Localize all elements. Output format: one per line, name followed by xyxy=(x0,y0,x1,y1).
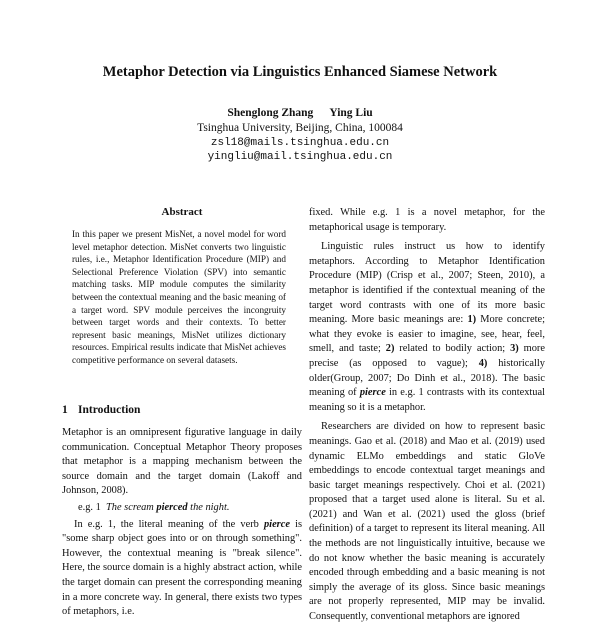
section-number: 1 xyxy=(62,404,68,416)
example-sentence xyxy=(62,501,302,516)
text-run: related to bodily action; xyxy=(394,343,511,355)
text-run: is "some sharp object goes into or on through something". However, the contextual meaning is "break silence". Here, the source domain is a highly abstract action, while the target domain can present the corresponding meaning in a more concrete way. In general, there exists two types of metaphors, i.e. xyxy=(62,518,302,618)
list-marker: 4) xyxy=(478,357,488,369)
email-address: zsl18@mails.tsinghua.edu.cn xyxy=(210,137,390,149)
text-run: In e.g. 1, the literal meaning of the verb xyxy=(74,518,264,530)
right-body xyxy=(309,206,545,625)
paragraph xyxy=(62,518,302,620)
list-marker: 2) xyxy=(385,343,395,355)
section-title: Introduction xyxy=(78,404,141,416)
example-text: The scream xyxy=(106,501,157,513)
paper-title: Metaphor Detection via Linguistics Enhanced Siamese Network xyxy=(102,64,498,80)
text-run: historically older(Group, 2007; Do Dinh et al., 2018). The basic meaning of xyxy=(309,357,545,399)
text-run: More concrete; what they evoke is easier to imagine, see, hear, feel, smell, and taste; xyxy=(309,314,545,355)
author-list xyxy=(0,107,600,119)
paragraph xyxy=(309,240,545,415)
author-name: Ying Liu xyxy=(329,107,373,119)
section-heading xyxy=(62,403,140,418)
abstract-text: In this paper we present MisNet, a novel model for word level metaphor detection. MisNet converts two linguistic rules, i.e., Metaphor Identification Procedure (MIP) and Selectional Preference Violation (SPV) into semantic matching tasks. MIP module computes the similarity between the contextual meaning and the basic meaning of a target word. SPV module perceives the incongruity between target words and their contexts. To better represent basic meanings, MisNet utilizes dictionary resources. Empirical results indicate that MisNet achieves competitive performance on several datasets. xyxy=(72,229,286,365)
paragraph: Metaphor is an omnipresent figurative language in daily communication. Conceptual Metaphor Theory proposes that metaphor is a mapping mechanism between the source domain and the target domain (Lakoff and Johnson, 2008). xyxy=(62,427,302,497)
example-text: the night. xyxy=(187,501,230,513)
example-label: e.g. 1 xyxy=(78,501,101,513)
list-marker: 3) xyxy=(510,343,519,355)
intro-body xyxy=(62,426,302,620)
paragraph: fixed. While e.g. 1 is a novel metaphor, for the metaphorical usage is temporary. xyxy=(309,207,545,233)
email-address: yingliu@mail.tsinghua.edu.cn xyxy=(207,151,393,163)
author-name: Shenglong Zhang xyxy=(227,107,314,119)
paragraph: Researchers are divided on how to represent basic meanings. Gao et al. (2018) and Mao et al. (2019) used dynamic ELMo embeddings and static GloVe embeddings to encode contextual target meanings and basic target meanings respectively. Choi et al. (2021) proposed that a target used alone is literal. Su et al. (2021) and Wan et al. (2021) used the gloss (brief definition) of a target to represent its literal meaning. All the methods are not linguistically intuitive, because we do not know whether the basic meaning is accurately encoded through embedding and a basic meaning is not simply the average of its gloss. Since basic meanings are not properly represented, MIP may be invalid. Consequently, conventional metaphors are ignored xyxy=(309,421,545,623)
affiliation: Tsinghua University, Beijing, China, 100084 xyxy=(197,122,403,134)
example-target-word: pierced xyxy=(156,501,188,513)
text-run: more precise (as opposed to vague); xyxy=(309,343,545,369)
text-run: Linguistic rules instruct us how to identify metaphors. According to Metaphor Identification Procedure (MIP) (Crisp et al., 2007; Steen, 2010), a metaphor is identified if the contextual meaning of the target word contrasts with one of its more basic meaning. More basic meanings are: xyxy=(309,241,545,326)
target-word: pierce xyxy=(359,387,386,399)
list-marker: 1) xyxy=(467,314,477,326)
text-run: in e.g. 1 contrasts with its contextual meaning so it is a metaphor. xyxy=(309,387,545,413)
abstract-heading: Abstract xyxy=(161,206,203,218)
target-word: pierce xyxy=(263,518,290,530)
